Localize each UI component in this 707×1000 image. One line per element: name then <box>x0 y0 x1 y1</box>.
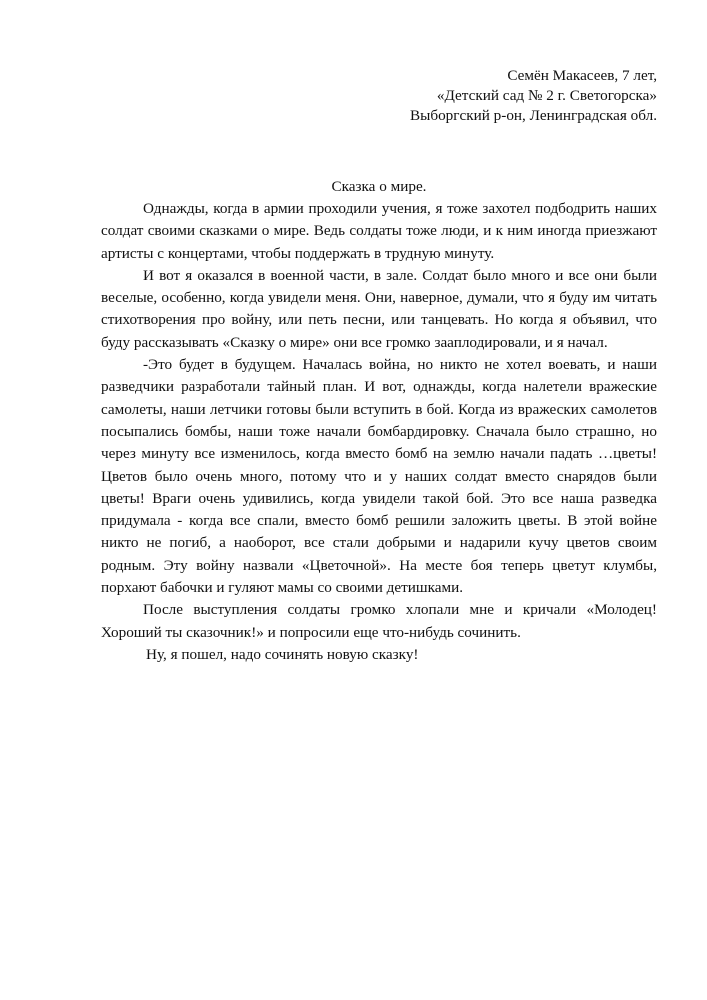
paragraph-3: -Это будет в будущем. Началась война, но никто не хотел воевать, и наши разведчики разработали тайный план. И вот, однажды, когда налетели вражеские самолеты, наши летчики готовы были вступить в бой. Когда из вражеских самолетов посыпались бомбы, наши тоже начали бомбардировку. Сначала было страшно, но через минуту все изменилось, когда вместо бомб на землю начали падать …цветы! Цветов было очень много, потому что и у наших солдат вместо снарядов были цветы! Враги очень удивились, когда увидели такой бой. Это все наша разведка придумала - когда все спали, вместо бомб решили заложить цветы. В этой войне никто не погиб, а наоборот, все стали добрыми и надарили кучу цветов своим родным. Эту войну назвали «Цветочной». На месте боя теперь цветут клумбы, порхают бабочки и гуляют мамы со своими детишками. <box>101 356 657 597</box>
paragraph-4: После выступления солдаты громко хлопали мне и кричали «Молодец! Хороший ты сказочник!» и попросили еще что-нибудь сочинить. <box>101 601 657 641</box>
paragraph-2: И вот я оказался в военной части, в зале. Солдат было много и все они были веселые, особенно, когда увидели меня. Они, наверное, думали, что я буду им читать стихотворения про войну, или петь песни, или танцевать. Но когда я объявил, что буду рассказывать «Сказку о мире» они все громко зааплодировали, и я начал. <box>101 266 657 351</box>
story-title: Сказка о мире. <box>331 178 427 195</box>
paragraph-5: Ну, я пошел, надо сочинять новую сказку! <box>146 645 419 663</box>
author-info <box>410 66 657 126</box>
paragraph-1: Однажды, когда в армии проходили учения, я тоже захотел подбодрить наших солдат своими сказками о мире. Ведь солдаты тоже люди, и к ним иногда приезжают артисты с концертами, чтобы поддержать в трудную минуту. <box>101 200 657 262</box>
story-body <box>101 198 657 666</box>
kindergarten-line: «Детский сад № 2 г. Светогорска» <box>436 87 657 104</box>
region-line: Выборгский р-он, Ленинградская обл. <box>410 107 657 124</box>
author-name-line: Семён Макасеев, 7 лет, <box>507 67 657 84</box>
